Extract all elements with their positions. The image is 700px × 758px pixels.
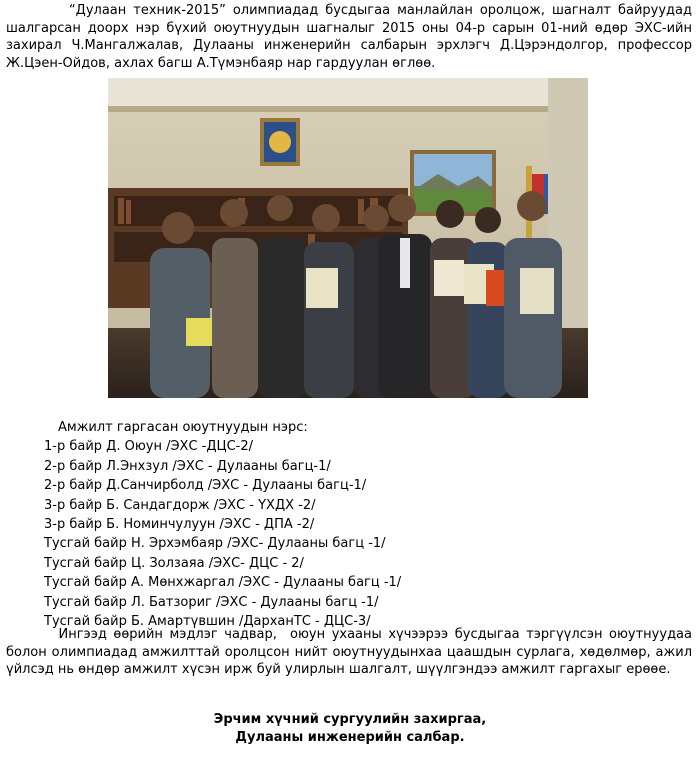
intro-line: Ж.Цэен-Ойдов, ахлах багш А.Түмэнбаяр нар гардуулан өглөө. (6, 55, 436, 71)
list-item: 2-р байр Л.Энхзул /ЭХС - Дулааны багц-1/ (44, 458, 331, 474)
closing-paragraph (6, 626, 692, 679)
closing-line: Ингээд өөрийн мэдлэг чадвар, оюун ухааны хүчээрээ бусдыгаа тэргүүлсэн оюутнуудаа (6, 627, 692, 642)
list-item: 3-р байр Б. Номинчулуун /ЭХС - ДПА -2/ (44, 517, 315, 533)
list-item: Тусгай байр Л. Батзориг /ЭХС - Дулааны багц -1/ (44, 594, 379, 610)
closing-line: болон олимпиадад амжилттай оролцсон нийт оюутнуудынхаа цаашдын сурлага, хөдөлмөр, ажил (6, 644, 692, 660)
winners-list-heading: Амжилт гаргасан оюутнуудын нэрс: (58, 420, 308, 435)
list-item: 1-р байр Д. Оюун /ЭХС -ДЦС-2/ (44, 439, 254, 455)
list-item: Тусгай байр Б. Амартүвшин /ДарханТС - ДЦС-3/ (44, 614, 371, 630)
list-item: 3-р байр Б. Сандагдорж /ЭХС - ҮХДХ -2/ (44, 497, 316, 513)
list-item: 2-р байр Д.Санчирболд /ЭХС - Дулааны багц-1/ (44, 478, 367, 494)
intro-paragraph (6, 2, 692, 72)
award-ceremony-photo (108, 78, 588, 398)
list-item: Тусгай байр А. Мөнхжаргал /ЭХС - Дулааны багц -1/ (44, 575, 402, 591)
signature-block (0, 711, 700, 747)
closing-line: үйлсэд нь өндөр амжилт хүсэн ирж буй улирлын шалгалт, шүүлгэндээ амжилт гаргахыг ерөөе. (6, 662, 671, 677)
intro-line: “Дулаан техник-2015” олимпиадад бусдыгаа манлайлан оролцож, шагналт байруудад (6, 3, 692, 18)
list-item: Тусгай байр Н. Эрхэмбаяр /ЭХС- Дулааны багц -1/ (44, 536, 386, 552)
signature-line-1: Эрчим хүчний сургуулийн захиргаа, (213, 712, 487, 727)
intro-line: захирал Ч.Мангалжалав, Дулааны инженерийн салбарын эрхлэгч Д.Цэрэндолгор, профессор (6, 38, 692, 53)
intro-line: шалгарсан доорх нэр бүхий оюутнуудын шагналыг 2015 оны 04-р сарын 01-ний өдөр ЭХС-ийн (6, 20, 692, 36)
signature-line-2: Дулааны инженерийн салбар. (235, 730, 465, 745)
list-item: Тусгай байр Ц. Золзаяа /ЭХС- ДЦС - 2/ (44, 555, 304, 571)
winners-list (44, 418, 401, 631)
